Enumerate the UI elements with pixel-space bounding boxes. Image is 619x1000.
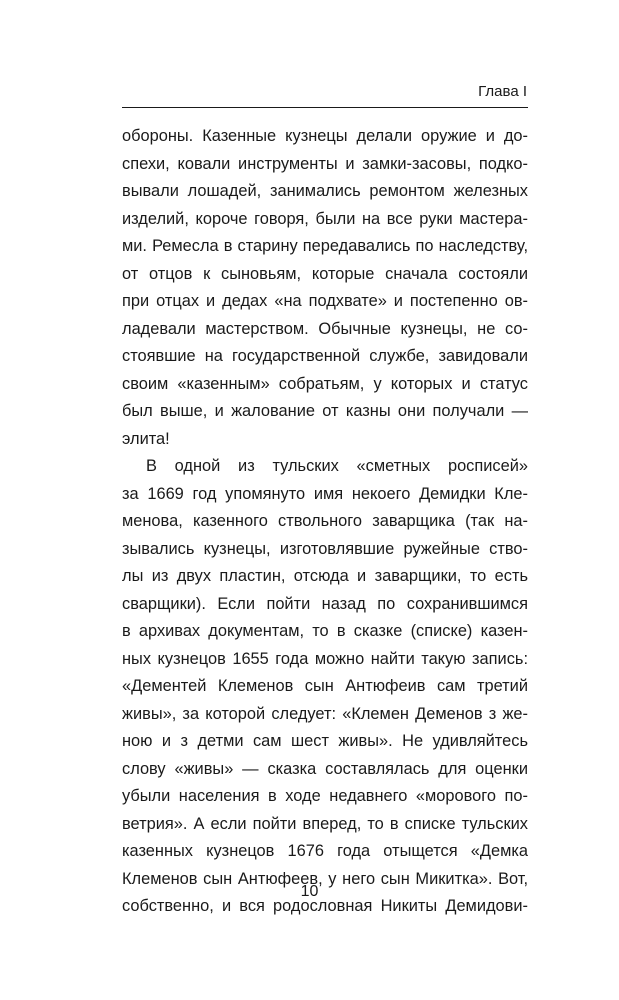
text-line: спехи, ковали инструменты и замки-засовы, подко- xyxy=(122,154,528,173)
text-line: изделий, короче говоря, были на все руки мастера- xyxy=(122,209,528,228)
text-line: в архивах документам, то в сказке (списке) казен- xyxy=(122,622,528,640)
body-text xyxy=(122,123,528,921)
text-line: был выше, и жалование от казны они получали — xyxy=(122,402,528,420)
text-line: слову «живы» — сказка составлялась для оценки xyxy=(122,759,528,778)
text-line: элита! xyxy=(122,429,170,448)
text-line: при отцах и дедах «на подхвате» и постепенно ов- xyxy=(122,292,528,310)
text-line: «Дементей Клеменов сын Антюфеив сам третий xyxy=(122,677,528,695)
text-line: сварщики). Если пойти назад по сохранившимся xyxy=(122,594,528,613)
text-line: обороны. Казенные кузнецы делали оружие и до- xyxy=(122,127,528,145)
text-line: вывали лошадей, занимались ремонтом железных xyxy=(122,182,528,200)
text-line: В одной из тульских «сметных росписей» xyxy=(146,457,528,475)
page-number: 10 xyxy=(300,883,319,900)
text-line: ветрия». А если пойти вперед, то в списке тульских xyxy=(122,814,528,833)
text-line: ною и з детми сам шест живы». Не удивляйтесь xyxy=(122,732,528,750)
text-line: зывались кузнецы, изготовлявшие ружейные ство- xyxy=(122,539,528,558)
text-line: казенных кузнецов 1676 года отыщется «Демка xyxy=(122,842,528,860)
text-line: от отцов к сыновьям, которые сначала состояли xyxy=(122,264,528,283)
text-line: ладевали мастерством. Обычные кузнецы, не со- xyxy=(122,319,528,338)
text-line: ных кузнецов 1655 года можно найти такую запись: xyxy=(122,649,528,668)
header-rule xyxy=(122,107,528,108)
running-head: Глава I xyxy=(478,83,527,100)
text-line: за 1669 год упомянуто имя некоего Демидки Кле- xyxy=(122,484,528,503)
text-line: ми. Ремесла в старину передавались по наследству, xyxy=(122,237,528,255)
text-line: живы», за которой следует: «Клемен Деменов з же- xyxy=(122,704,528,723)
text-line: лы из двух пластин, отсюда и заварщики, то есть xyxy=(122,567,528,585)
text-line: убыли населения в ходе недавнего «морового по- xyxy=(122,787,528,805)
text-line: стоявшие на государственной службе, завидовали xyxy=(122,347,528,365)
text-line: Клеменов сын Антюфеев, у него сын Микитка». Вот, xyxy=(122,869,528,888)
text-line: собственно, и вся родословная Никиты Демидови- xyxy=(122,897,528,915)
text-line: менова, казенного ствольного заварщика (так на- xyxy=(122,512,528,530)
text-line: своим «казенным» собратьям, у которых и статус xyxy=(122,374,528,393)
